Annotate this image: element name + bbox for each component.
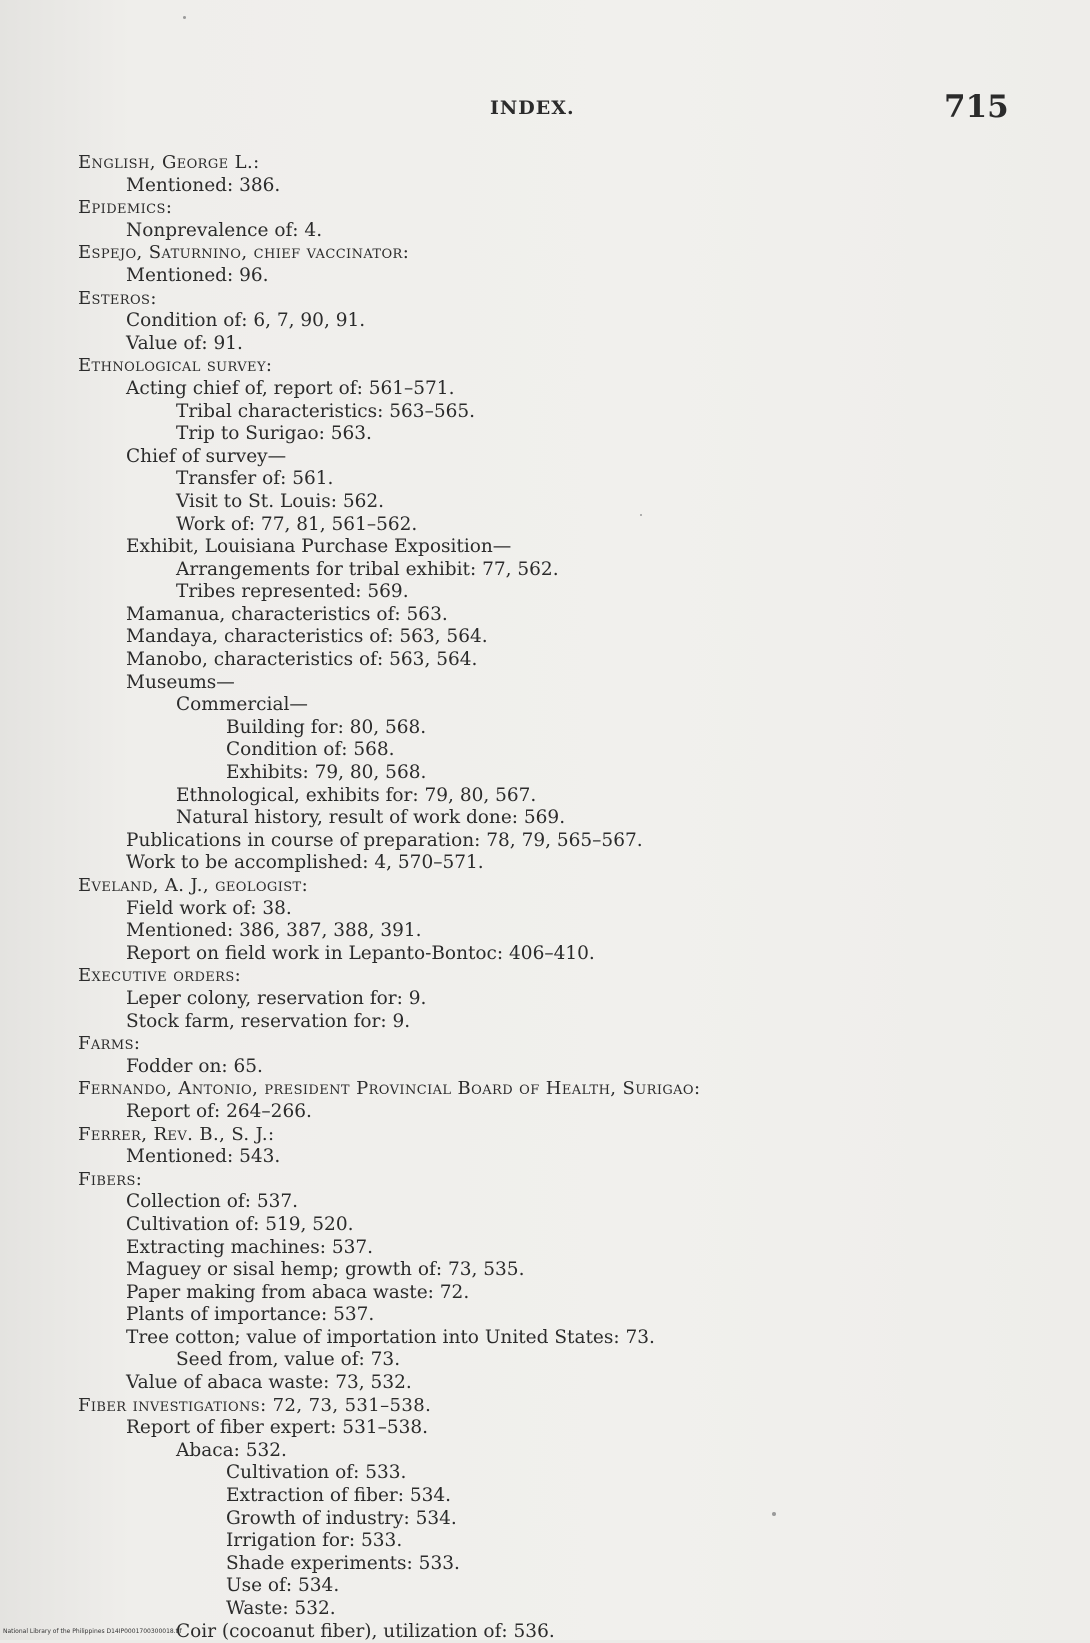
index-heading: Espejo, Saturnino, chief vaccinator: <box>78 242 410 264</box>
index-subentry: Manobo, characteristics of: 563, 564. <box>126 649 478 671</box>
index-heading: Fibers: <box>78 1168 143 1190</box>
index-subentry: Coir (cocoanut fiber), utilization of: 536. <box>176 1620 555 1642</box>
index-subentry: Museums— <box>126 671 235 693</box>
index-heading: Farms: <box>78 1033 141 1055</box>
index-subentry: Report on field work in Lepanto-Bontoc: 406–410. <box>126 942 595 964</box>
index-heading: Ethnological survey: <box>78 355 273 377</box>
page-header <box>0 89 1090 133</box>
index-subentry: Mentioned: 386. <box>126 174 281 196</box>
page-number: 715 <box>944 89 1009 125</box>
index-subentry: Maguey or sisal hemp; growth of: 73, 535. <box>126 1259 525 1281</box>
index-subentry: Tree cotton; value of importation into United States: 73. <box>126 1326 655 1348</box>
running-title: INDEX. <box>490 97 575 119</box>
scan-speck <box>640 514 642 516</box>
index-subentry: Mamanua, characteristics of: 563. <box>126 603 448 625</box>
index-subentry: Condition of: 568. <box>226 739 395 761</box>
index-subentry: Mentioned: 96. <box>126 264 269 286</box>
index-heading: Eveland, A. J., geologist: <box>78 875 309 896</box>
index-subentry: Exhibit, Louisiana Purchase Exposition— <box>126 536 512 558</box>
index-heading: Epidemics: <box>78 197 173 219</box>
index-subentry: Tribes represented: 569. <box>176 581 409 603</box>
index-subentry: Collection of: 537. <box>126 1191 299 1213</box>
index-subentry: Irrigation for: 533. <box>226 1530 403 1552</box>
index-subentry: Commercial— <box>176 694 308 716</box>
index-subentry: Mentioned: 543. <box>126 1146 281 1168</box>
index-subentry: Mentioned: 386, 387, 388, 391. <box>126 920 422 942</box>
index-subentry: Extraction of fiber: 534. <box>226 1485 452 1507</box>
index-entries <box>78 152 1078 1643</box>
index-subentry: Use of: 534. <box>226 1575 340 1597</box>
index-subentry: Report of: 264–266. <box>126 1100 312 1122</box>
index-subentry: Plants of importance: 537. <box>126 1304 375 1326</box>
index-subentry: Publications in course of preparation: 78, 79, 565–567. <box>126 829 643 851</box>
index-subentry: Shade experiments: 533. <box>226 1552 460 1574</box>
index-subentry: Work of: 77, 81, 561–562. <box>176 513 418 535</box>
index-subentry: Seed from, value of: 73. <box>176 1349 401 1371</box>
index-heading: English, George L.: <box>78 152 260 173</box>
index-heading: Esteros: <box>78 287 157 309</box>
index-subentry: Work to be accomplished: 4, 570–571. <box>126 852 484 874</box>
index-subentry: Visit to St. Louis: 562. <box>176 490 385 512</box>
index-heading: Fernando, Antonio, president Provincial Board of Health, Surigao: <box>78 1078 701 1100</box>
scan-speck <box>183 16 186 19</box>
index-subentry: Arrangements for tribal exhibit: 77, 562. <box>176 558 559 580</box>
index-subentry: Mandaya, characteristics of: 563, 564. <box>126 626 488 648</box>
index-subentry: Growth of industry: 534. <box>226 1507 457 1529</box>
index-subentry: Value of abaca waste: 73, 532. <box>126 1372 412 1394</box>
index-subentry: Report of fiber expert: 531–538. <box>126 1417 429 1439</box>
index-subentry: Leper colony, reservation for: 9. <box>126 987 427 1009</box>
index-subentry: Abaca: 532. <box>176 1439 287 1461</box>
index-subentry: Value of: 91. <box>126 332 243 354</box>
index-subentry: Ethnological, exhibits for: 79, 80, 567. <box>176 784 537 806</box>
index-heading: Fiber investigations: 72, 73, 531–538. <box>78 1394 432 1416</box>
index-subentry: Nonprevalence of: 4. <box>126 219 323 241</box>
index-subentry: Building for: 80, 568. <box>226 716 427 738</box>
scan-footer: National Library of the Philippines D14IP0001700300018.tif <box>3 1628 182 1635</box>
index-subentry: Extracting machines: 537. <box>126 1236 374 1258</box>
index-subentry: Acting chief of, report of: 561–571. <box>126 377 455 399</box>
index-subentry: Transfer of: 561. <box>176 468 334 490</box>
index-heading: Executive orders: <box>78 965 242 987</box>
index-subentry: Trip to Surigao: 563. <box>176 423 372 445</box>
scan-speck <box>772 1512 776 1516</box>
index-subentry: Condition of: 6, 7, 90, 91. <box>126 310 366 332</box>
index-subentry: Stock farm, reservation for: 9. <box>126 1010 411 1032</box>
index-subentry: Field work of: 38. <box>126 897 292 919</box>
index-subentry: Natural history, result of work done: 569. <box>176 807 566 829</box>
index-subentry: Exhibits: 79, 80, 568. <box>226 762 427 784</box>
index-subentry: Tribal characteristics: 563–565. <box>176 400 476 422</box>
index-heading: Ferrer, Rev. B., S. J.: <box>78 1123 275 1145</box>
index-subentry: Paper making from abaca waste: 72. <box>126 1281 470 1303</box>
index-subentry: Fodder on: 65. <box>126 1055 263 1077</box>
index-subentry: Cultivation of: 533. <box>226 1462 407 1484</box>
index-subentry: Chief of survey— <box>126 445 287 467</box>
index-subentry: Waste: 532. <box>226 1598 336 1619</box>
index-subentry: Cultivation of: 519, 520. <box>126 1213 354 1235</box>
